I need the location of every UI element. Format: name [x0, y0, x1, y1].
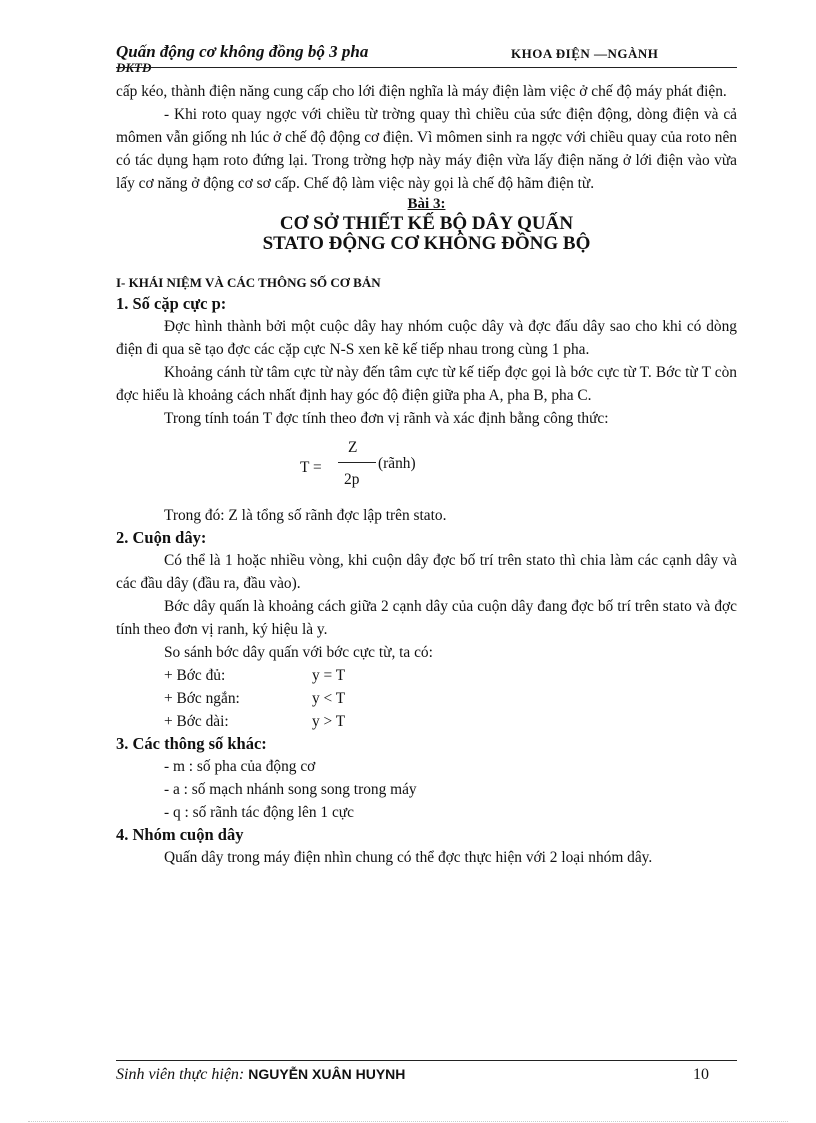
- page-body: [116, 80, 737, 869]
- param-item: - m : số pha của động cơ: [164, 758, 316, 775]
- heading-pole-pairs: 1. Số cặp cực p:: [116, 294, 227, 313]
- comparison-label: + Bớc đủ:: [164, 667, 226, 684]
- header-department-cont: ĐKTĐ: [116, 60, 152, 75]
- footer-rule: [116, 1060, 737, 1061]
- lesson-title-line-2: STATO ĐỘNG CƠ KHÔNG ĐỒNG BỘ: [262, 233, 591, 254]
- footer-author: [116, 1066, 405, 1084]
- comparison-row: [116, 710, 737, 733]
- paragraph-coil-2: Bớc dây quấn là khoảng cách giữa 2 cạnh dây của cuộn dây đang đợc bố trí trên stato và đợc tính theo đơn vị ranh, ký hiệu là y.: [116, 598, 737, 638]
- footer-label: Sinh viên thực hiện:: [116, 1066, 245, 1083]
- param-item: - a : số mạch nhánh song song trong máy: [164, 781, 417, 798]
- comparison-expr: y < T: [312, 690, 346, 707]
- param-item: - q : số rãnh tác động lên 1 cực: [164, 804, 354, 821]
- paragraph-pole-pairs-4: Trong đó: Z là tổng số rãnh đợc lập trên stato.: [164, 507, 447, 524]
- formula-fraction-bar: [338, 462, 376, 463]
- comparison-row: [116, 687, 737, 710]
- paragraph-coil-groups: Quấn dây trong máy điện nhìn chung có thể đợc thực hiện với 2 loại nhóm dây.: [164, 849, 653, 866]
- formula-pole-pitch: [116, 436, 737, 498]
- header-title: Quấn động cơ không đồng bộ 3 pha: [116, 42, 369, 61]
- comparison-expr: y > T: [312, 713, 346, 730]
- comparison-row: [116, 664, 737, 687]
- paragraph-pole-pairs-2: Khoảng cánh từ tâm cực từ này đến tâm cực từ kế tiếp đợc gọi là bớc cực từ T. Bớc từ T còn đợc hiểu là khoảng cách nhất định hay góc độ điện giữa pha A, pha B, pha C.: [116, 364, 737, 404]
- comparison-label: + Bớc dài:: [164, 713, 229, 730]
- formula-denominator: 2p: [344, 471, 360, 488]
- paragraph-pole-pairs-1: Đợc hình thành bởi một cuộc dây hay nhóm cuộc dây và đợc đấu dây sao cho khi có dòng điện đi qua sẽ tạo đợc các cặp cực N-S xen kẽ kế tiếp nhau trong cùng 1 pha.: [116, 318, 737, 358]
- header-rule: [116, 67, 737, 68]
- paragraph-intro-1: cấp kéo, thành điện năng cung cấp cho lới điện nghĩa là máy điện làm việc ở chế độ máy phát điện.: [116, 83, 727, 100]
- heading-other-params: 3. Các thông số khác:: [116, 734, 267, 753]
- header-department: KHOA ĐIỆN —NGÀNH: [511, 46, 659, 61]
- heading-coil: 2. Cuộn dây:: [116, 528, 207, 547]
- comparison-expr: y = T: [312, 667, 346, 684]
- page-number: 10: [693, 1066, 709, 1083]
- section-heading: I- KHÁI NIỆM VÀ CÁC THÔNG SỐ CƠ BẢN: [116, 275, 381, 290]
- heading-coil-groups: 4. Nhóm cuộn dây: [116, 825, 244, 844]
- footer-student-name: NGUYỄN XUÂN HUYNH: [248, 1066, 406, 1082]
- page-bottom-divider: [28, 1121, 788, 1122]
- lesson-label: Bài 3:: [407, 196, 446, 212]
- paragraph-coil-3: So sánh bớc dây quấn với bớc cực từ, ta có:: [164, 644, 433, 661]
- lesson-title-line-1: CƠ SỞ THIẾT KẾ BỘ DÂY QUẤN: [279, 213, 574, 234]
- comparison-label: + Bớc ngắn:: [164, 690, 240, 707]
- formula-unit: (rãnh): [378, 455, 416, 472]
- formula-lhs: T =: [300, 459, 322, 476]
- paragraph-intro-2: - Khi roto quay ngợc với chiều từ trờng quay thì chiều của sức điện động, dòng điện và cả mômen vẫn giống nh lúc ở chế độ động cơ điện. Vì mômen sinh ra ngợc với chiều quay của roto nên có tác dụng hạm roto đứng lại. Trong trờng hợp này máy điện vừa lấy điện năng ở lới điện vào vừa lấy cơ năng ở động cơ sơ cấp. Chế độ làm việc này gọi là chế độ hãm điện từ.: [116, 106, 737, 192]
- formula-numerator: Z: [348, 439, 358, 456]
- paragraph-pole-pairs-3: Trong tính toán T đợc tính theo đơn vị rãnh và xác định bằng công thức:: [164, 410, 609, 427]
- paragraph-coil-1: Có thể là 1 hoặc nhiều vòng, khi cuộn dây đợc bố trí trên stato thì chia làm các cạnh dây và các đầu dây (đầu ra, đầu vào).: [116, 552, 737, 592]
